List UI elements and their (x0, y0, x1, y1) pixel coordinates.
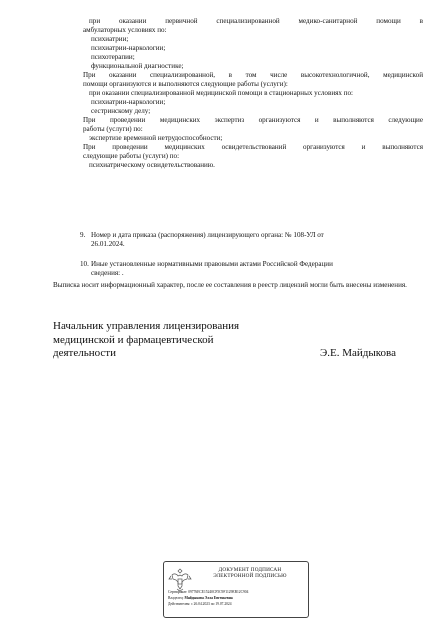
work-item: психиатрии-наркологии; (91, 44, 166, 52)
item-text: Иные установленные нормативными правовыми актами Российской Федерации (91, 260, 333, 268)
section-heading: При проведении медицинских освидетельствований организуются и выполняются (83, 143, 423, 151)
stamp-title-line: ЭЛЕКТРОННОЙ ПОДПИСЬЮ (213, 573, 287, 580)
owner-label: Владелец: (168, 596, 184, 600)
section-heading: работы (услуги) по: (83, 125, 143, 133)
licensed-works-section (83, 17, 423, 170)
intro-line: при оказании первичной специализированной медико-санитарной помощи в (89, 17, 423, 25)
section-heading: следующие работы (услуги) по: (83, 152, 180, 160)
section-subheading: при оказании специализированной медицинской помощи в стационарных условиях по: (89, 89, 354, 97)
section-heading: При оказании специализированной, в том числе высокотехнологичной, медицинской (83, 71, 423, 79)
extract-disclaimer: Выписка носит информационный характер, после ее составления в реестр лицензий могли быть внесены изменения. (53, 281, 407, 289)
item-number: 10. (80, 260, 89, 268)
certificate-label: Сертификат: (168, 590, 188, 594)
work-item: психотерапии; (91, 53, 135, 61)
item-text: 26.01.2024. (91, 240, 125, 248)
order-number-item (80, 231, 410, 249)
stamp-title (194, 567, 306, 580)
section-heading: При проведении медицинских экспертиз организуются и выполняются следующие (83, 116, 423, 124)
work-item: функциональной диагностике; (91, 62, 184, 70)
owner-value: Майдыкова Элла Евгеньевна (184, 596, 233, 600)
item-number: 9. (80, 231, 86, 239)
certificate-line (168, 590, 248, 594)
certificate-value: 09776ECE15240CF5C9F1129EB12C904 (188, 590, 249, 594)
work-item: сестринскому делу; (91, 107, 151, 115)
signatory-title-line: Начальник управления лицензирования (53, 320, 240, 332)
section-heading: помощи организуются и выполняются следующие работы (услуги): (83, 80, 288, 88)
stamp-title-line: ДОКУМЕНТ ПОДПИСАН (218, 567, 282, 573)
item-text: сведения: . (91, 269, 124, 277)
item-text: Номер и дата приказа (распоряжения) лицензирующего органа: № 108-УЛ от (91, 231, 324, 239)
work-item: психиатрическому освидетельствованию. (89, 161, 215, 169)
signatory-title-line: деятельности (53, 347, 116, 359)
signatory-title-line: медицинской и фармацевтической (53, 333, 214, 346)
signatory-title (53, 320, 239, 361)
owner-line (168, 596, 233, 600)
validity-line: Действителен: с 26.04.2023 по 19.07.2024 (168, 602, 232, 606)
intro-line: амбулаторных условиях по: (83, 26, 167, 34)
electronic-signature-stamp (163, 561, 309, 618)
work-item: экспертизе временной нетрудоспособности; (89, 134, 223, 142)
signatory-name: Э.Е. Майдыкова (320, 347, 396, 359)
work-item: психиатрии-наркологии; (91, 98, 166, 106)
work-item: психиатрии; (91, 35, 129, 43)
other-info-item (80, 260, 410, 278)
